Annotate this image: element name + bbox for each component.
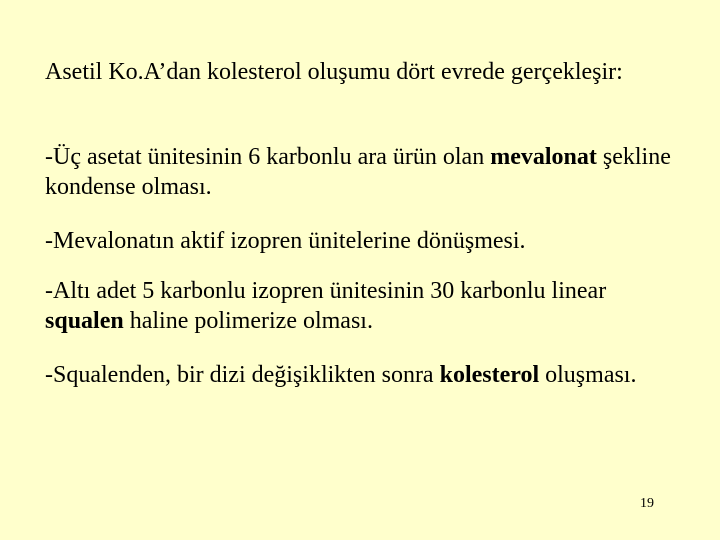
step-mevalonat-text-after: şekline kondense olması.	[45, 144, 671, 200]
step-mevalonat-paragraph	[45, 142, 675, 202]
step-cholesterol-text-after: oluşması.	[539, 362, 637, 388]
mevalonat-term: mevalonat	[490, 144, 597, 170]
step-squalene-text-before: -Altı adet 5 karbonlu izopren ünitesinin 30 karbonlu linear	[45, 278, 607, 304]
intro-paragraph: Asetil Ko.A’dan kolesterol oluşumu dört evrede gerçekleşir:	[45, 59, 623, 85]
step-cholesterol-text-before: -Squalenden, bir dizi değişiklikten sonra	[45, 362, 440, 388]
step-mevalonat-text-before: -Üç asetat ünitesinin 6 karbonlu ara ürün olan	[45, 144, 491, 170]
page-number: 19	[640, 496, 654, 511]
step-isoprene-paragraph: -Mevalonatın aktif izopren ünitelerine dönüşmesi.	[45, 228, 526, 254]
step-squalene-paragraph	[45, 276, 675, 336]
kolesterol-term: kolesterol	[439, 362, 540, 388]
squalen-term: squalen	[45, 308, 124, 334]
step-squalene-text-after: haline polimerize olması.	[123, 308, 373, 334]
step-cholesterol-paragraph	[45, 360, 675, 390]
